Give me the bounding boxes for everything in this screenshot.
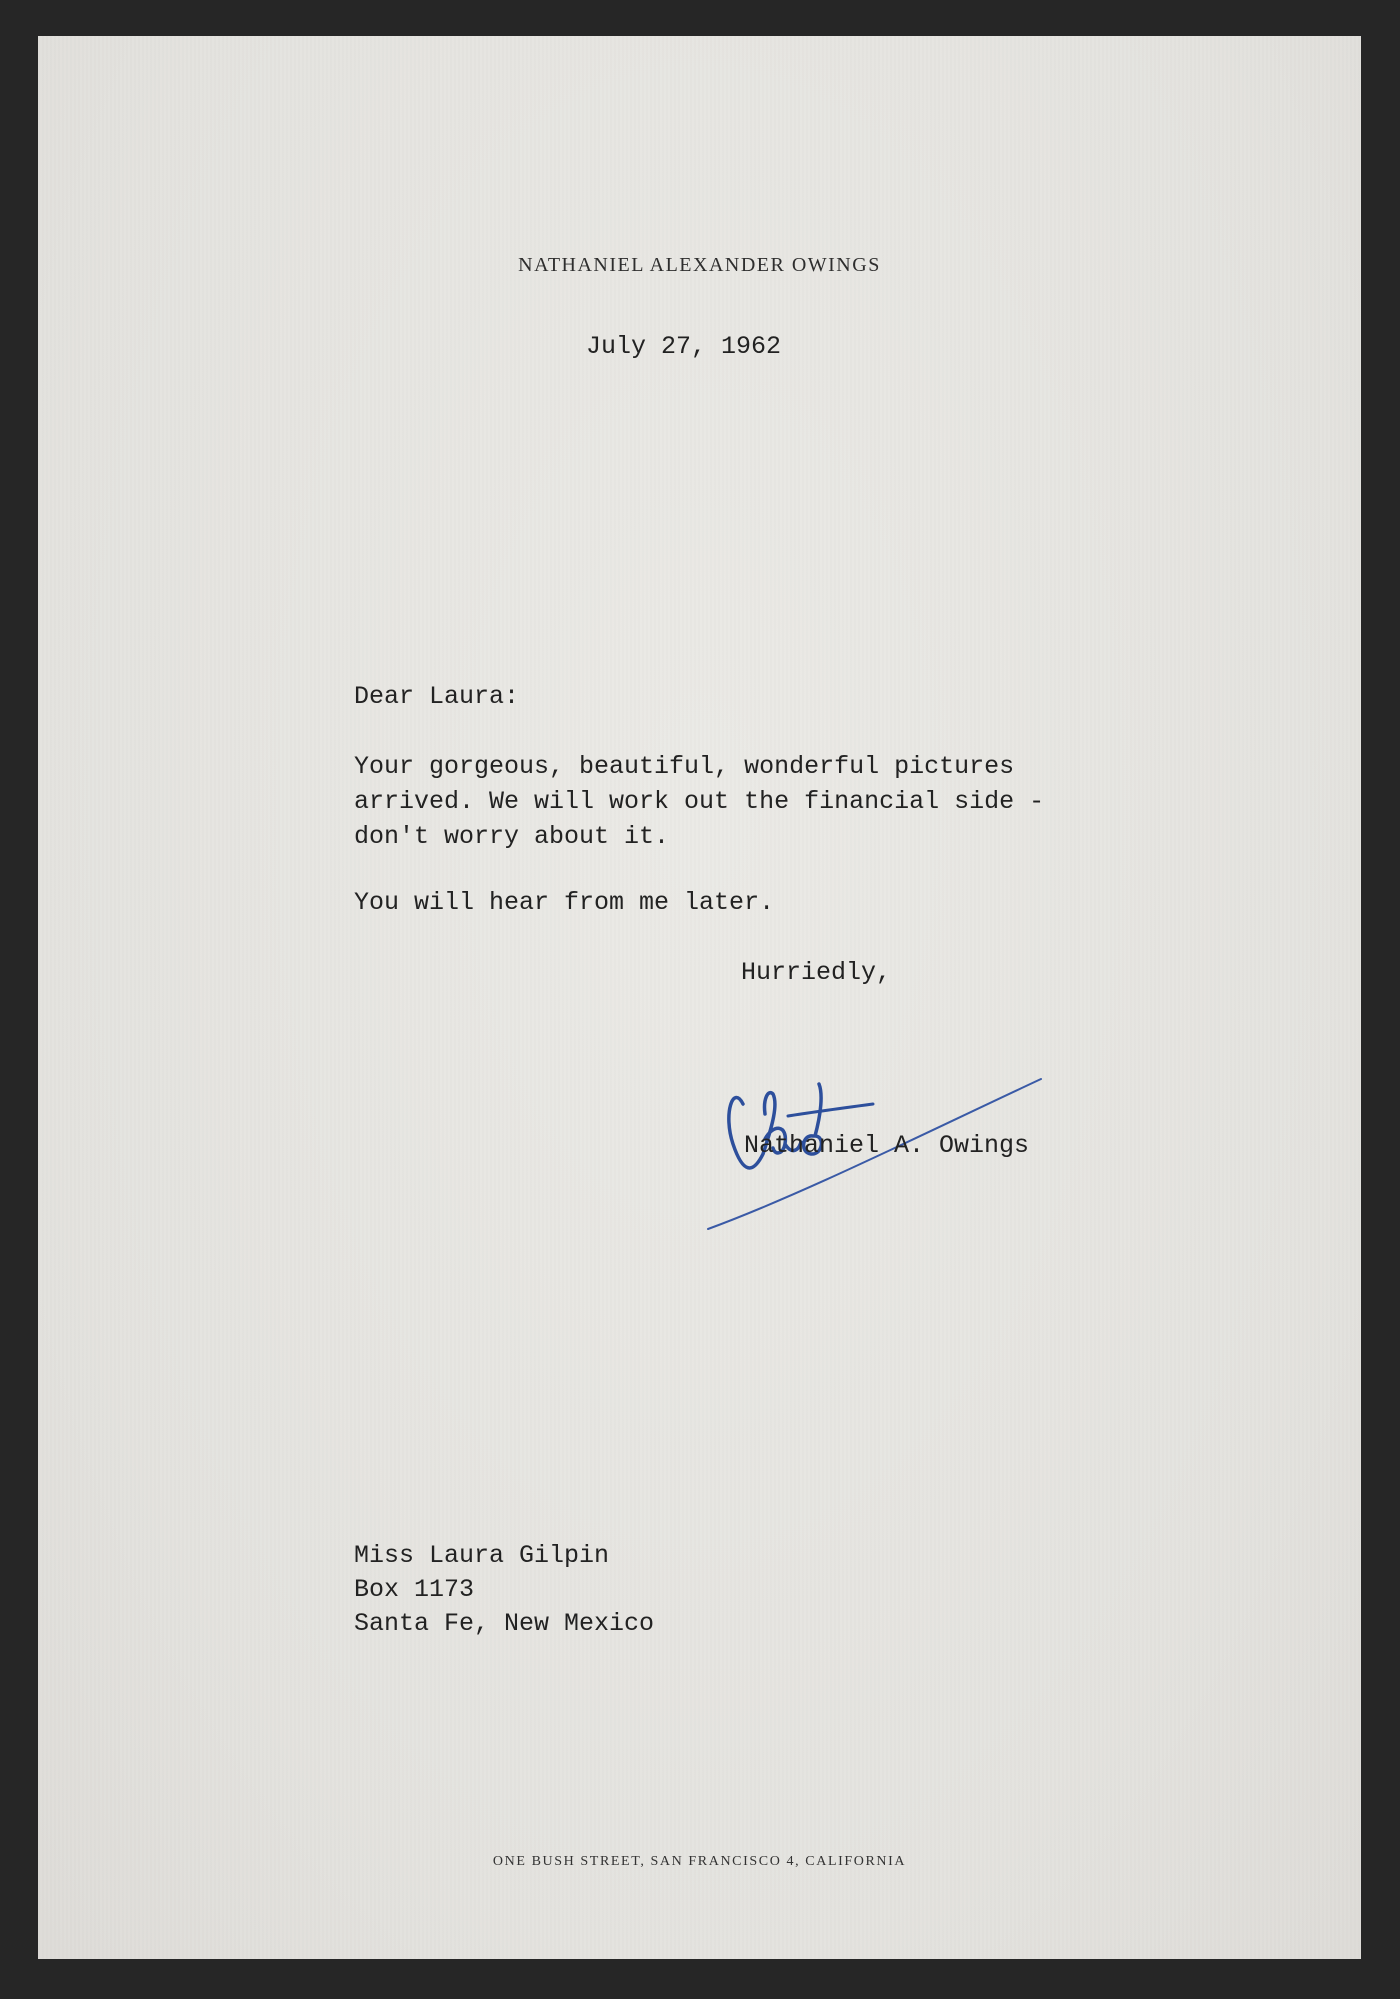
recipient-city: Santa Fe, New Mexico (354, 1609, 655, 1638)
signature-stroke (788, 1104, 873, 1116)
letterhead-name: NATHANIEL ALEXANDER OWINGS (518, 254, 881, 276)
body-line: You will hear from me later. (354, 888, 775, 917)
body-line: don't worry about it. (354, 822, 670, 851)
signer-name: Nathaniel A. Owings (744, 1131, 1030, 1160)
body-line: arrived. We will work out the financial side - (354, 787, 1045, 816)
letter-date: July 27, 1962 (586, 332, 782, 361)
salutation: Dear Laura: (354, 682, 520, 711)
recipient-box: Box 1173 (354, 1575, 475, 1604)
body-line: Your gorgeous, beautiful, wonderful pictures (354, 752, 1015, 781)
letter-page (38, 36, 1361, 1959)
closing: Hurriedly, (741, 958, 892, 987)
recipient-name: Miss Laura Gilpin (354, 1541, 610, 1570)
letterhead-address: ONE BUSH STREET, SAN FRANCISCO 4, CALIFORNIA (492, 1854, 907, 1869)
